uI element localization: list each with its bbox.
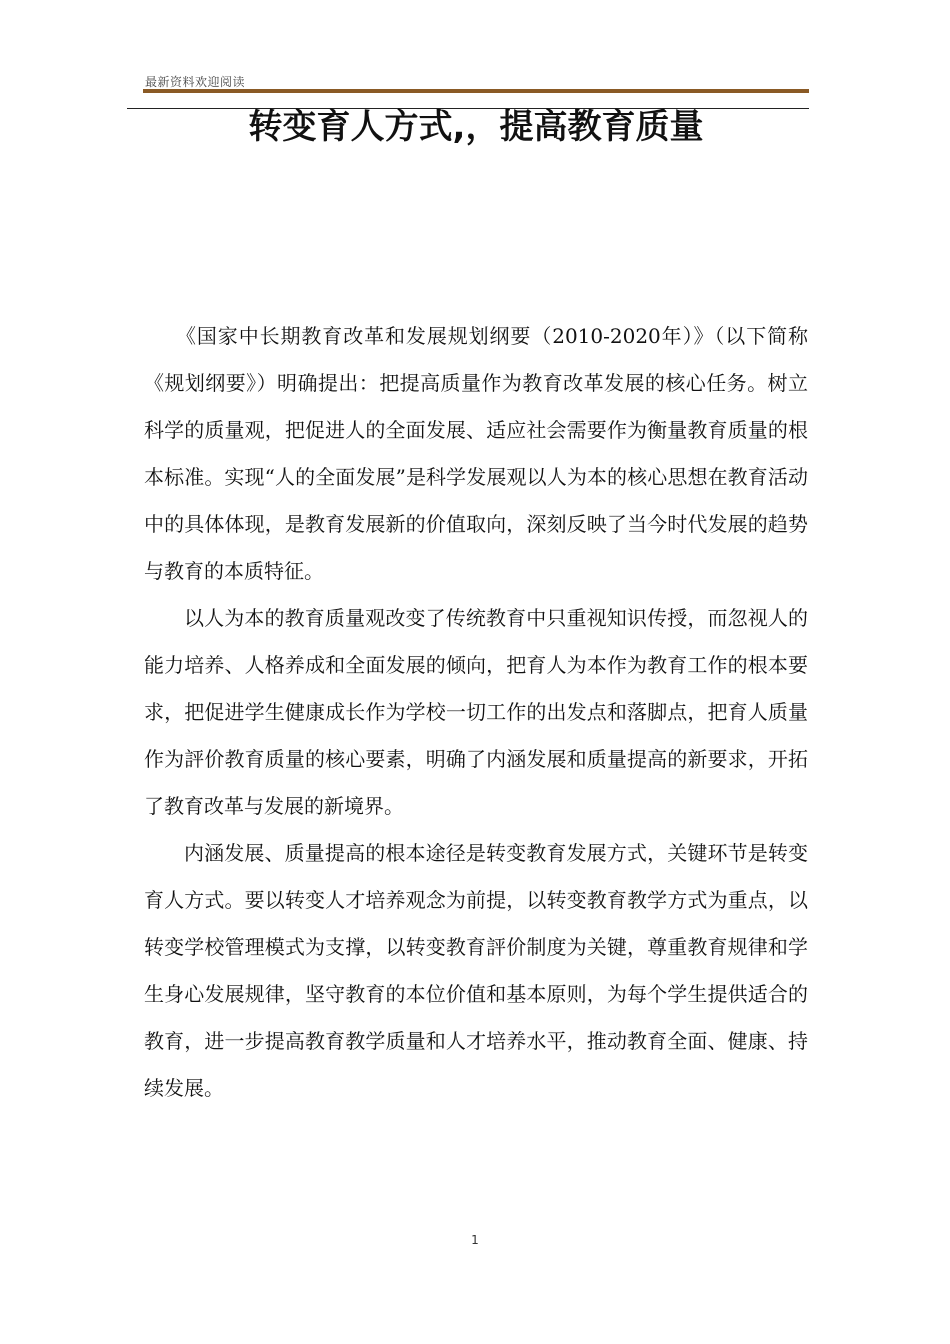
body-text xyxy=(144,313,808,1112)
paragraph-2: 以人为本的教育质量观改变了传统教育中只重视知识传授，而忽视人的能力培养、人格养成和全面发展的倾向，把育人为本作为教育工作的根本要求，把促进学生健康成长作为学校一切工作的出发点和落脚点，把育人质量作为評价教育质量的核心要素，明确了内涵发展和质量提高的新要求，开拓了教育改革与发展的新境界。 xyxy=(144,606,808,818)
header-rule-thick xyxy=(143,89,809,93)
header-note: 最新资料欢迎阅读 xyxy=(145,75,246,89)
paragraph-1: 《国家中长期教育改革和发展规划纲要（2010-2020年）》（以下简称《规划纲要》）明确提出：把提高质量作为教育改革发展的核心任务。树立科学的质量观，把促进人的全面发展、适应社会需要作为衡量教育质量的根本标准。实现“人的全面发展”是科学发展观以人为本的核心思想在教育活动中的具体体现，是教育发展新的价值取向，深刻反映了当今时代发展的趋势与教育的本质特征。 xyxy=(144,324,808,583)
page-number: 1 xyxy=(471,1233,479,1247)
document-title: 转变育人方式,，提高教育质量 xyxy=(248,107,704,147)
paragraph-3: 内涵发展、质量提高的根本途径是转变教育发展方式，关键环节是转变育人方式。要以转变人才培养观念为前提，以转变教育教学方式为重点，以转变学校管理模式为支撑，以转变教育評价制度为关键，尊重教育规律和学生身心发展规律，坚守教育的本位价值和基本原则，为每个学生提供适合的教育，进一步提高教育教学质量和人才培养水平，推动教育全面、健康、持续发展。 xyxy=(144,841,808,1100)
